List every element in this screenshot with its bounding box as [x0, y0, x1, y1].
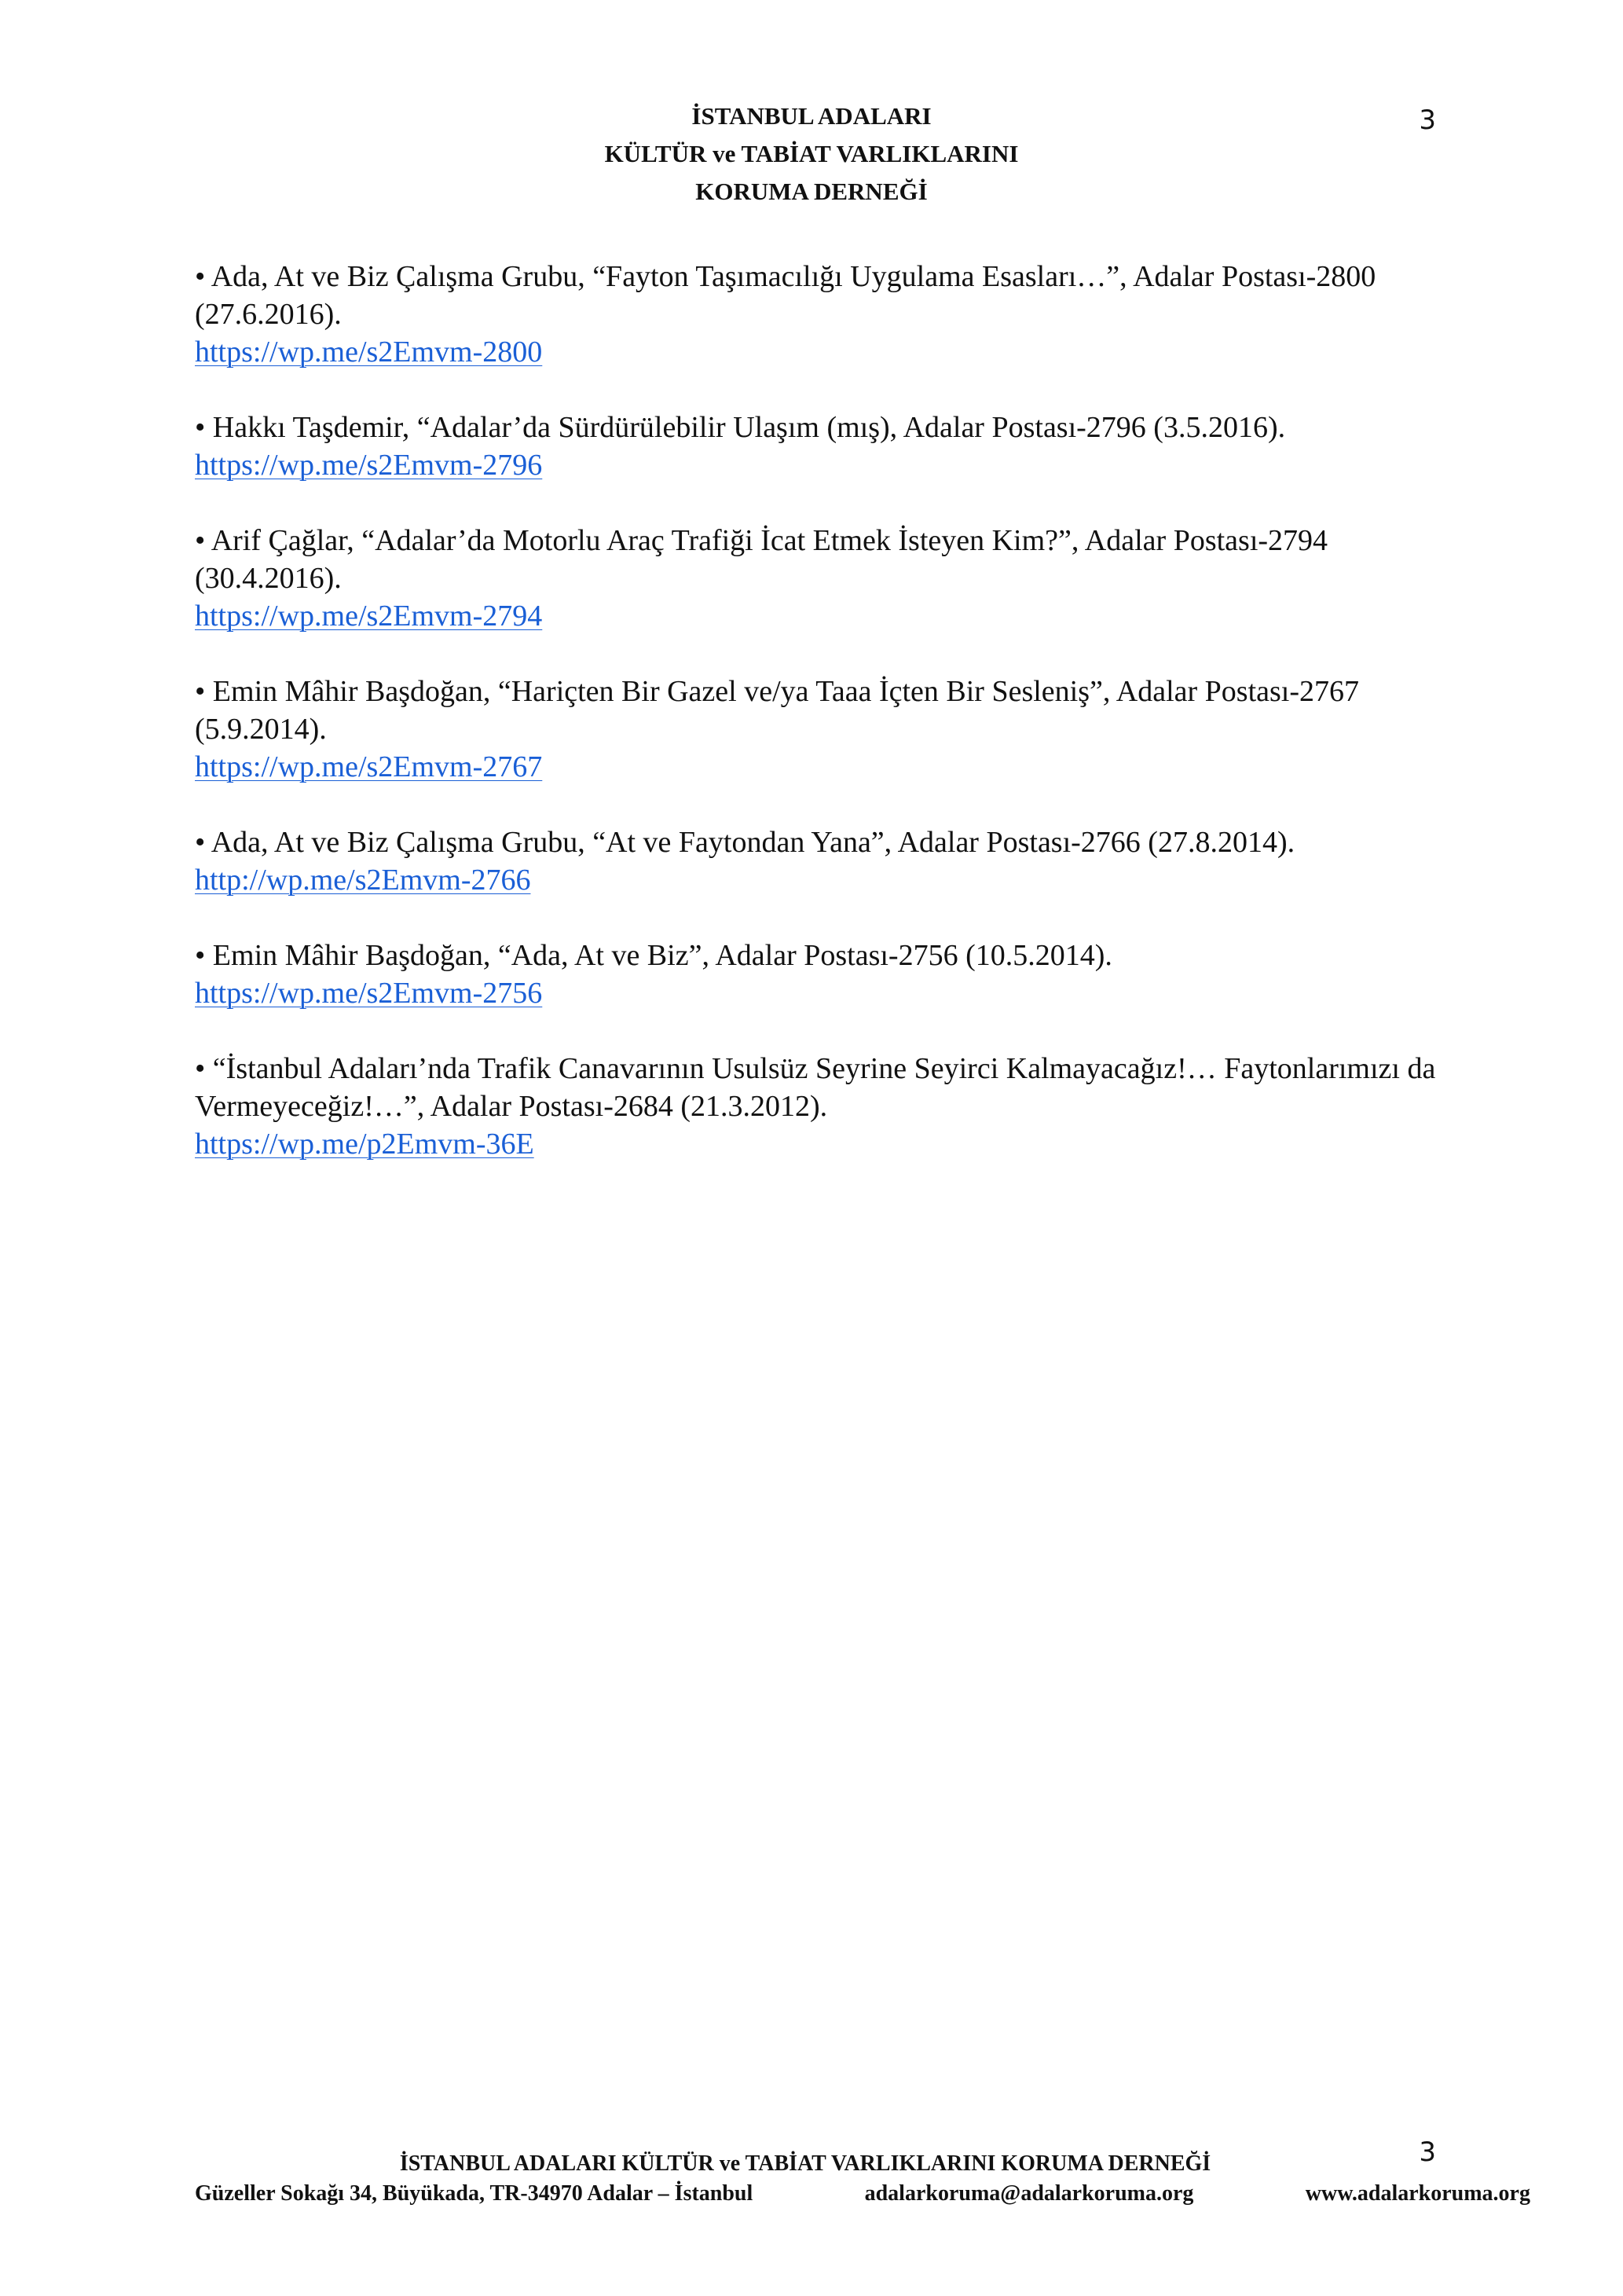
reference-entry: [195, 823, 1436, 899]
reference-link[interactable]: https://wp.me/s2Emvm-2796: [195, 449, 543, 482]
reference-entry: [195, 673, 1436, 786]
reference-link[interactable]: https://wp.me/p2Emvm-36E: [195, 1128, 534, 1161]
reference-entry: [195, 409, 1436, 484]
document-header: [0, 97, 1623, 211]
footer-email: adalarkoruma@adalarkoruma.org: [864, 2181, 1194, 2206]
reference-text: • Hakkı Taşdemir, “Adalar’da Sürdürülebilir Ulaşım (mış), Adalar Postası-2796 (3.5.2016).: [195, 411, 1286, 444]
page-number-bottom: 3: [1419, 2136, 1436, 2168]
header-line-2: KÜLTÜR ve TABİAT VARLIKLARINI: [604, 140, 1019, 167]
reference-text: • Emin Mâhir Başdoğan, “Hariçten Bir Gazel ve/ya Taaa İçten Bir Sesleniş”, Adalar Postası-2767 (5.9.2014).: [195, 675, 1360, 746]
reference-entry: [195, 522, 1436, 635]
header-line-3: KORUMA DERNEĞİ: [695, 178, 928, 205]
footer-website: www.adalarkoruma.org: [1305, 2181, 1530, 2206]
reference-entry: [195, 258, 1436, 371]
reference-link[interactable]: https://wp.me/s2Emvm-2756: [195, 977, 543, 1010]
reference-text: • Emin Mâhir Başdoğan, “Ada, At ve Biz”, Adalar Postası-2756 (10.5.2014).: [195, 939, 1112, 972]
reference-text: • Arif Çağlar, “Adalar’da Motorlu Araç Trafiği İcat Etmek İsteyen Kim?”, Adalar Postası-2794 (30.4.2016).: [195, 524, 1328, 595]
reference-link[interactable]: https://wp.me/s2Emvm-2767: [195, 750, 543, 783]
footer-address: Güzeller Sokağı 34, Büyükada, TR-34970 Adalar – İstanbul: [195, 2181, 753, 2206]
footer-org-name: İSTANBUL ADALARI KÜLTÜR ve TABİAT VARLIKLARINI KORUMA DERNEĞİ: [399, 2151, 1211, 2176]
reference-list: [195, 258, 1436, 1201]
header-line-1: İSTANBUL ADALARI: [691, 102, 932, 130]
page-number-top: 3: [1419, 105, 1436, 136]
reference-text: • Ada, At ve Biz Çalışma Grubu, “At ve Faytondan Yana”, Adalar Postası-2766 (27.8.2014).: [195, 826, 1295, 859]
document-footer: [195, 2149, 1530, 2209]
reference-link[interactable]: https://wp.me/s2Emvm-2800: [195, 336, 543, 369]
footer-contact-line: [195, 2179, 1530, 2209]
reference-link[interactable]: https://wp.me/s2Emvm-2794: [195, 600, 543, 633]
reference-text: • “İstanbul Adaları’nda Trafik Canavarının Usulsüz Seyrine Seyirci Kalmayacağız!… Faytonlarımızı da Vermeyeceğiz!…”, Adalar Postası-2684 (21.3.2012).: [195, 1052, 1436, 1123]
reference-text: • Ada, At ve Biz Çalışma Grubu, “Fayton Taşımacılığı Uygulama Esasları…”, Adalar Postası-2800 (27.6.2016).: [195, 260, 1376, 331]
reference-entry: [195, 1050, 1436, 1163]
reference-entry: [195, 937, 1436, 1012]
reference-link[interactable]: http://wp.me/s2Emvm-2766: [195, 864, 531, 897]
